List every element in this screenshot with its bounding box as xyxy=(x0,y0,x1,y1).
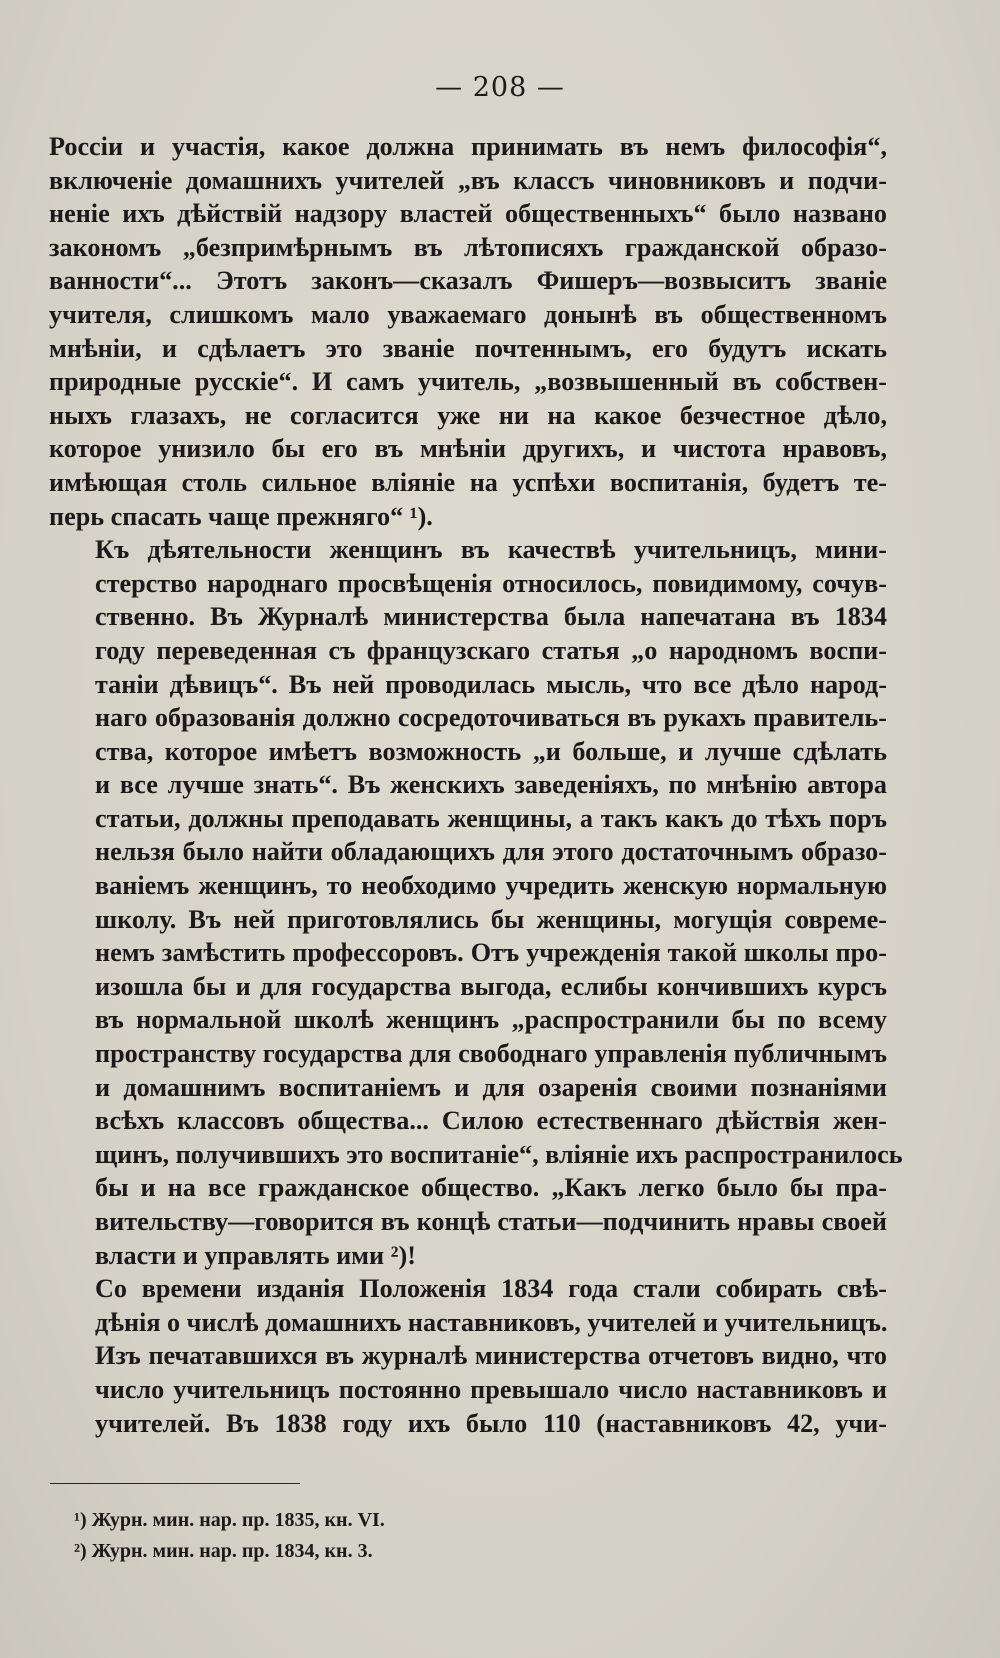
text-line: Къ дѣятельности женщинъ въ качествѣ учительницъ, мини- xyxy=(95,535,887,565)
text-line: учителя, слишкомъ мало уважаемаго донынѣ въ общественномъ xyxy=(49,299,887,329)
text-line: закономъ „безпримѣрнымъ въ лѣтописяхъ гражданской образо- xyxy=(49,232,887,262)
text-line: стерство народнаго просвѣщенія относилось, повидимому, сочув- xyxy=(95,568,887,598)
text-line: неніе ихъ дѣйствій надзору властей общественныхъ“ было названо xyxy=(49,199,887,229)
text-line: году переведенная съ французскаго статья „о народномъ воспи- xyxy=(95,635,887,665)
footnote-divider xyxy=(50,1483,300,1484)
text-line: ныхъ глазахъ, не согласится уже ни на какое безчестное дѣло, xyxy=(49,400,887,430)
paragraph xyxy=(49,1272,887,1440)
page-number: — 208 — xyxy=(435,72,565,103)
text-line: природные русскіе“. И самъ учитель, „возвышенный въ собствен- xyxy=(49,367,887,397)
text-line: пространству государства для свободнаго управленія публичнымъ xyxy=(95,1039,887,1069)
body-text xyxy=(49,130,903,1440)
text-line: перь спасать чаще прежняго“ ¹). xyxy=(49,501,433,531)
text-line: дѣнія о числѣ домашнихъ наставниковъ, учителей и учительницъ. xyxy=(95,1307,888,1337)
text-line: власти и управлять ими ²)! xyxy=(95,1240,416,1270)
text-line: ственно. Въ Журналѣ министерства была напечатана въ 1834 xyxy=(95,602,887,632)
text-line: включеніе домашнихъ учителей „въ классъ чиновниковъ и подчи- xyxy=(49,165,887,195)
text-line: и домашнимъ воспитаніемъ и для озаренія своими познаніями xyxy=(95,1072,887,1102)
text-line: Россіи и участія, какое должна принимать въ немъ философія“, xyxy=(49,132,887,161)
text-line: Со времени изданія Положенія 1834 года стали собирать свѣ- xyxy=(95,1274,887,1304)
paragraph xyxy=(49,130,887,533)
text-line: бы и на все гражданское общество. „Какъ легко было бы пра- xyxy=(95,1173,887,1203)
footnotes xyxy=(74,1505,385,1567)
text-line: имѣющая столь сильное вліяніе на успѣхи воспитанія, будетъ те- xyxy=(49,467,887,497)
text-line: учителей. Въ 1838 году ихъ было 110 (наставниковъ 42, учи- xyxy=(95,1408,887,1438)
footnote: ¹) Журн. мин. нар. пр. 1835, кн. VI. xyxy=(74,1509,385,1531)
text-line: наго образованія должно сосредоточиваться въ рукахъ правитель- xyxy=(95,703,887,733)
text-line: которое унизило бы его въ мнѣніи другихъ, и чистота нравовъ, xyxy=(49,434,887,464)
text-line: статьи, должны преподавать женщины, а такъ какъ до тѣхъ поръ xyxy=(95,803,887,833)
footnote: ²) Журн. мин. нар. пр. 1834, кн. 3. xyxy=(74,1540,373,1562)
text-line: мнѣніи, и сдѣлаетъ это званіе почтеннымъ, его будутъ искать xyxy=(49,333,887,363)
text-line: ванности“... Этотъ законъ—сказалъ Фишеръ—возвыситъ званіе xyxy=(49,266,887,296)
paragraph xyxy=(49,533,903,1272)
text-line: въ нормальной школѣ женщинъ „распространили бы по всему xyxy=(95,1005,887,1035)
text-line: число учительницъ постоянно превышало число наставниковъ и xyxy=(95,1374,887,1404)
text-line: нельзя было найти обладающихъ для этого достаточнымъ образо- xyxy=(95,837,887,867)
text-line: щинъ, получившихъ это воспитаніе“, вліяніе ихъ распространилось xyxy=(95,1139,903,1169)
text-line: школу. Въ ней приготовлялись бы женщины, могущія совреме- xyxy=(95,904,887,934)
text-line: изошла бы и для государства выгода, еслибы кончившихъ курсъ xyxy=(95,971,887,1001)
text-line: ства, которое имѣетъ возможность „и больше, и лучше сдѣлать xyxy=(95,736,887,766)
text-line: Изъ печатавшихся въ журналѣ министерства отчетовъ видно, что xyxy=(95,1341,887,1371)
text-line: немъ замѣстить профессоровъ. Отъ учрежденія такой школы про- xyxy=(95,938,887,968)
text-line: вительству—говорится въ концѣ статьи—подчинить нравы своей xyxy=(95,1207,887,1236)
text-line: всѣхъ классовъ общества... Силою естественнаго дѣйствія жен- xyxy=(95,1106,887,1136)
text-line: ваніемъ женщинъ, то необходимо учредить женскую нормальную xyxy=(95,871,887,901)
text-line: и все лучше знать“. Въ женскихъ заведеніяхъ, по мнѣнію автора xyxy=(95,770,887,800)
text-line: таніи дѣвицъ“. Въ ней проводилась мысль, что все дѣло народ- xyxy=(95,669,887,699)
